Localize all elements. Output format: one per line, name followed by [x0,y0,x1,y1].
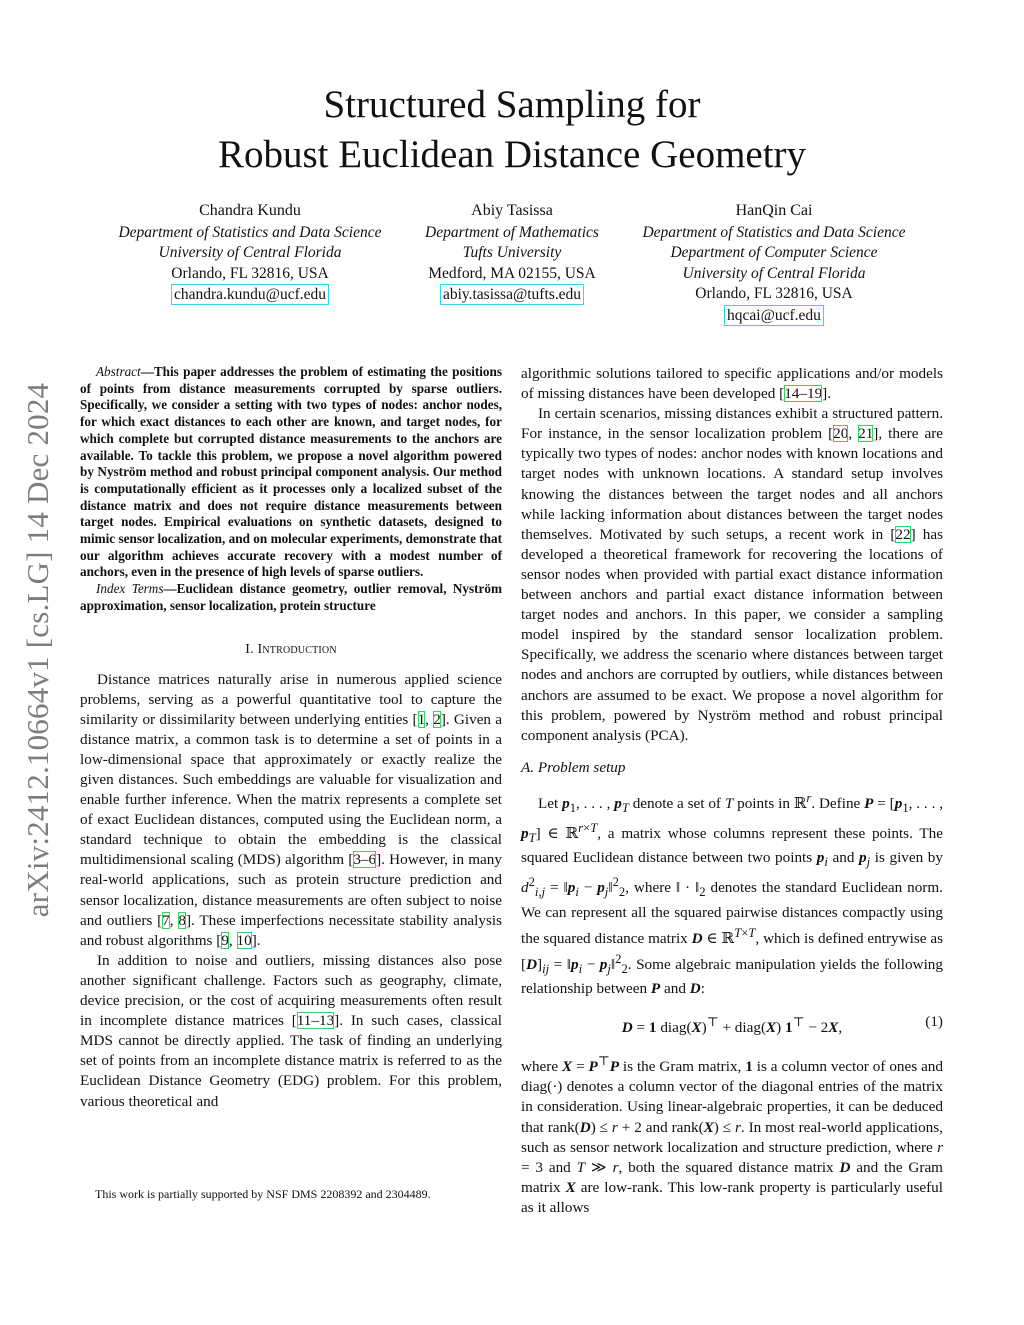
author-location: Medford, MA 02155, USA [428,264,596,282]
author-block-2 [412,201,612,306]
author-university: Tufts University [462,244,562,262]
citation-link[interactable]: 11–13 [296,1012,335,1030]
equation-number: (1) [925,1013,943,1031]
author-name: Chandra Kundu [199,202,301,219]
author-name: HanQin Cai [735,202,813,219]
author-email-link[interactable]: hqcai@ucf.edu [724,305,824,326]
paper-title [112,80,912,180]
intro-paragraph-1: Distance matrices naturally arise in numerous applied science problems, serving as a powerful quantitative tool to capture the similarity or dissimilarity between underlying entities [1, 2]. Given a distance matrix, a common task is to determine a set of points in a low-dimensional space that approximately or exactly realize the given distances. Such embeddings are valuable for visualization and enable further inference. When the matrix represents a complete set of exact Euclidean distances, computed using the Euclidean norm, a standard technique to obtain the embedding is the classical multidimensional scaling (MDS) algorithm [3–6]. However, in many real-world applications, such as protein structure prediction and sensor localization, distance measurements are often subject to noise and outliers [7, 8]. These imperfections necessitate stability analysis and robust algorithms [9, 10]. [80,670,503,949]
right-column [521,364,943,1218]
author-department-2: Department of Computer Science [670,244,878,262]
funding-footnote: This work is partially supported by NSF DMS 2208392 and 2304489. [95,1187,431,1201]
abstract-text: —This paper addresses the problem of estimating the positions of points from distance measurements corrupted by sparse outliers. Specifically, we consider a setting with two types of nodes: anchor nodes, for which exact distances to each other are known, and target nodes, for which complete but corrupted distance measurements to the anchors are available. To tackle this problem, we propose a novel algorithm powered by Nyström method and robust principal component analysis. Our method is computationally efficient as it processes only a localized subset of the distance matrix and does not require distance measurements between target nodes. Empirical evaluations on synthetic datasets, designed to mimic sensor localization, and on molecular experiments, demonstrate that our algorithm achieves accurate recovery with a modest number of anchors, even in the presence of high levels of sparse outliers. [80,364,502,580]
title-line-1: Structured Sampling for [323,83,701,126]
author-block-3 [624,201,924,327]
author-department: Department of Statistics and Data Science [642,223,906,241]
author-university: University of Central Florida [682,264,866,282]
citation-link[interactable]: 10 [236,931,252,949]
author-university: University of Central Florida [158,244,342,262]
subsection-label: A. [521,758,535,776]
abstract [80,364,502,581]
author-email-link[interactable]: chandra.kundu@ucf.edu [171,284,329,305]
citation-link[interactable]: 21 [858,425,874,443]
subsection-title: Problem setup [537,758,626,776]
setup-paragraph-1: Let $p_1$, . . . , $p_T$ denote a set of T points in ℝ$^r$. Define $P = [p_1$, . . . , $p_T$] ∈ ℝ$^{r\times T}$, a matrix whose columns represent these points. The squared Euclidean distance between two points $p_i$ and $p_j$ is given by $d^2_{i,j}$ = $‖p_i$ − $p_j‖^2_2$, where ‖ · $‖_2$ denotes the standard Euclidean norm. We can represent all the squared pairwise distances compactly using the squared distance matrix D ∈ ℝ$^{T\times T}$, which is defined entrywise as $[D]_{ij}$ = $‖p_i$ − $p_j‖^2_2$. Some algebraic manipulation yields the following relationship between P and D: [521,790,944,997]
section-title: Introduction [257,641,337,657]
title-line-2: Robust Euclidean Distance Geometry [217,133,807,176]
citation-link[interactable]: 2 [433,710,441,728]
citation-link[interactable]: 14–19 [784,385,823,403]
equation-1-formula: D = 1 diag(X)⊤ + diag(X) 1⊤ − 2X, [621,1015,843,1037]
index-terms-label: Index Terms [96,581,164,597]
intro-paragraph-2: In addition to noise and outliers, missing distances also pose another significant challenge. Factors such as geography, climate, device precision, or the cost of acquiring measurements often result in incomplete distance matrices [11–13]. In such cases, classical MDS cannot be directly applied. The task of finding an underlying set of points from an incomplete distance matrix is referred to as the Euclidean Distance Geometry (EDG) problem. For this problem, various theoretical and [80,951,503,1110]
author-name: Abiy Tasissa [471,202,553,219]
section-heading-introduction [80,642,502,658]
index-terms-text: —Euclidean distance geometry, outlier removal, Nyström approximation, sensor localization, protein structure [80,581,502,613]
author-block-1 [102,201,398,306]
author-location: Orlando, FL 32816, USA [695,285,853,303]
arxiv-sidebar-stamp [18,350,58,950]
right-paragraph-1: algorithmic solutions tailored to specific applications and/or models of missing distances have been developed [14–19]. [521,365,943,403]
subsection-heading-problem-setup [521,758,943,778]
author-department: Department of Mathematics [425,223,599,241]
citation-link[interactable]: 3–6 [353,851,377,869]
abstract-label: Abstract [96,364,141,379]
arxiv-id-text: arXiv:2412.10664v1 [cs.LG] 14 Dec 2024 [20,382,55,918]
right-paragraph-2: In certain scenarios, missing distances exhibit a structured pattern. For instance, in the sensor localization problem [20, 21], there are typically two types of nodes: anchor nodes with known locations and target nodes with unknown locations. A standard setup involves knowing the distances between the target nodes and all anchors while lacking information about distances between the target nodes themselves. Motivated by such setups, a recent work in [22] has developed a theoretical framework for recovering the locations of sensor nodes when provided with partial exact distance information between anchors and partial exact distance information between target nodes and anchors. In this paper, we consider a sampling model inspired by the standard sensor localization problem. Specifically, we address the scenario where distances between target nodes and anchors are corrupted by outliers, while distances between anchors are assumed to be exact. We propose a novel algorithm for this problem, powered by Nyström method and robust principal component analysis (PCA). [521,405,944,744]
citation-link[interactable]: 7 [162,911,170,929]
citation-link[interactable]: 1 [417,710,426,728]
section-numeral: I. [245,641,254,657]
citation-link[interactable]: 22 [895,525,911,543]
author-department: Department of Statistics and Data Science [118,223,382,241]
index-terms [80,581,502,614]
citation-link[interactable]: 20 [833,425,849,443]
author-location: Orlando, FL 32816, USA [171,264,329,282]
setup-paragraph-2: where X = P⊤P is the Gram matrix, 1 is a column vector of ones and diag(·) denotes a column vector of the diagonal entries of the matrix in consideration. Using linear-algebraic properties, it can be deduced that rank(D) ≤ r + 2 and rank(X) ≤ r. In most real-world applications, such as sensor network localization and structure prediction, where r = 3 and T ≫ r, both the squared distance matrix D and the Gram matrix X are low-rank. This low-rank property is particularly useful as it allows [521,1054,943,1216]
left-column [80,364,502,1112]
citation-link[interactable]: 9 [221,931,229,949]
author-email-link[interactable]: abiy.tasissa@tufts.edu [440,284,584,305]
equation-1 [521,1011,943,1039]
citation-link[interactable]: 8 [178,911,186,929]
